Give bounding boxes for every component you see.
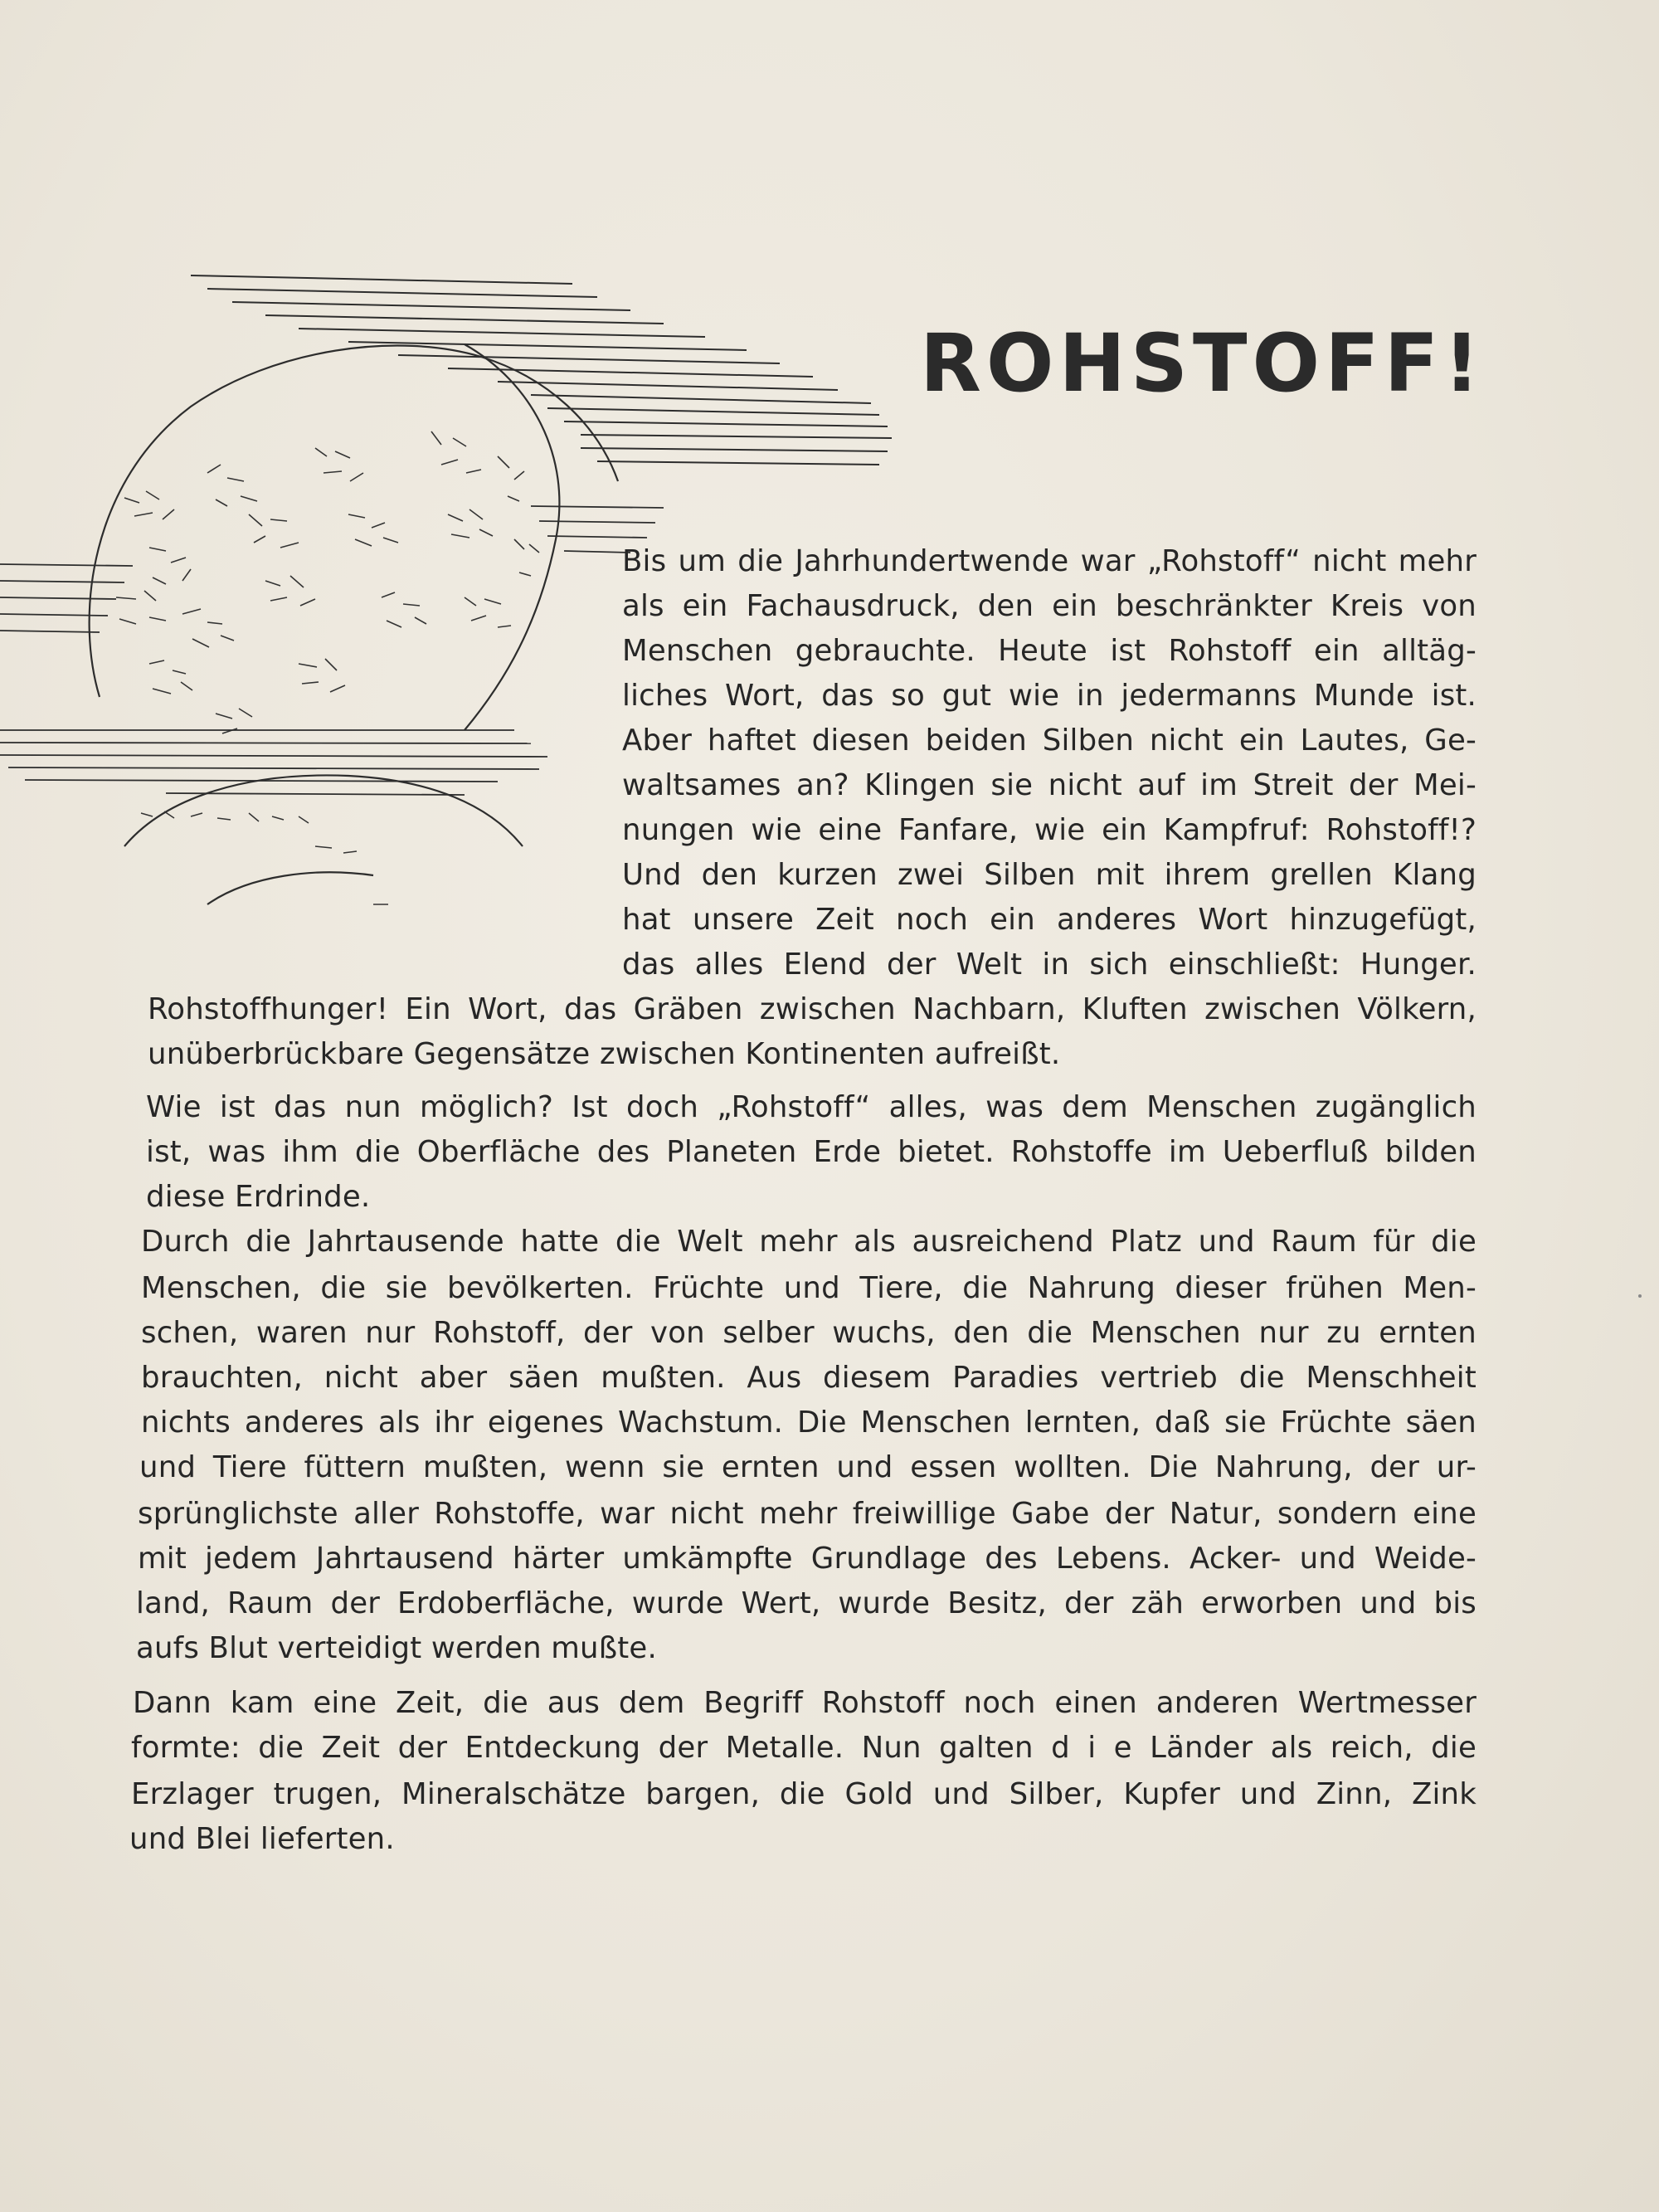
text-line: brauchten, nicht aber säen mußten. Aus diesem Paradies vertrieb die Menschheit <box>141 1361 1477 1395</box>
text-line: nichts anderes als ihr eigenes Wachstum. Die Menschen lernten, daß sie Früchte säen <box>141 1406 1477 1440</box>
page-title: ROHSTOFF! <box>919 317 1485 410</box>
text-line: Erzlager trugen, Mineralschätze bargen, die Gold und Silber, Kupfer und Zinn, Zink <box>131 1777 1477 1811</box>
continent-hatching <box>116 431 539 733</box>
text-line: und Tiere füttern mußten, wenn sie ernten und essen wollten. Die Nahrung, der ur- <box>139 1450 1477 1484</box>
speed-lines-top <box>191 275 892 465</box>
text-line: Dann kam eine Zeit, die aus dem Begriff Rohstoff noch einen anderen Wertmesser <box>133 1686 1477 1720</box>
text-line: liches Wort, das so gut wie in jedermanns Munde ist. <box>622 679 1477 713</box>
text-line: sprünglichste aller Rohstoffe, war nicht mehr freiwillige Gabe der Natur, sondern eine <box>138 1497 1477 1531</box>
text-line: schen, waren nur Rohstoff, der von selber wuchs, den die Menschen nur zu ernten <box>141 1316 1477 1350</box>
text-line: Menschen, die sie bevölkerten. Früchte und Tiere, die Nahrung dieser frühen Men- <box>141 1271 1477 1305</box>
text-line: diese Erdrinde. <box>146 1180 371 1214</box>
text-line: mit jedem Jahrtausend härter umkämpfte Grundlage des Lebens. Acker- und Weide- <box>138 1542 1477 1576</box>
speed-lines-middle <box>0 506 664 795</box>
text-line: waltsames an? Klingen sie nicht auf im Streit der Mei- <box>622 768 1477 802</box>
text-line: Aber haftet diesen beiden Silben nicht ein Lautes, Ge- <box>622 724 1477 758</box>
text-line: das alles Elend der Welt in sich einschließt: Hunger. <box>622 948 1477 982</box>
text-line: Rohstoffhunger! Ein Wort, das Gräben zwischen Nachbarn, Kluften zwischen Völkern, <box>148 992 1477 1026</box>
text-line: land, Raum der Erdoberfläche, wurde Wert, wurde Besitz, der zäh erworben und bis <box>136 1586 1477 1620</box>
paper-speck <box>1638 1294 1642 1298</box>
text-line: Bis um die Jahrhundertwende war „Rohstoff“ nicht mehr <box>622 544 1477 578</box>
globe-outline <box>90 344 618 904</box>
text-line: hat unsere Zeit noch ein anderes Wort hinzugefügt, <box>622 903 1477 937</box>
text-line: ist, was ihm die Oberfläche des Planeten Erde bietet. Rohstoffe im Ueberfluß bilden <box>146 1135 1477 1169</box>
lower-sketch <box>141 811 388 904</box>
text-line: Wie ist das nun möglich? Ist doch „Rohstoff“ alles, was dem Menschen zugänglich <box>146 1090 1477 1124</box>
text-line: Menschen gebrauchte. Heute ist Rohstoff ein alltäg- <box>622 634 1477 668</box>
text-line: formte: die Zeit der Entdeckung der Metalle. Nun galten d i e Länder als reich, die <box>131 1731 1477 1765</box>
text-line: unüberbrückbare Gegensätze zwischen Kontinenten aufreißt. <box>148 1037 1061 1071</box>
text-line: Durch die Jahrtausende hatte die Welt mehr als ausreichend Platz und Raum für die <box>141 1225 1477 1259</box>
text-line: Und den kurzen zwei Silben mit ihrem grellen Klang <box>622 858 1477 892</box>
text-line: aufs Blut verteidigt werden mußte. <box>136 1631 657 1665</box>
text-line: nungen wie eine Fanfare, wie ein Kampfruf: Rohstoff!? <box>622 813 1477 847</box>
text-line: als ein Fachausdruck, den ein beschränkter Kreis von <box>622 589 1477 623</box>
text-line: und Blei lieferten. <box>129 1822 395 1856</box>
